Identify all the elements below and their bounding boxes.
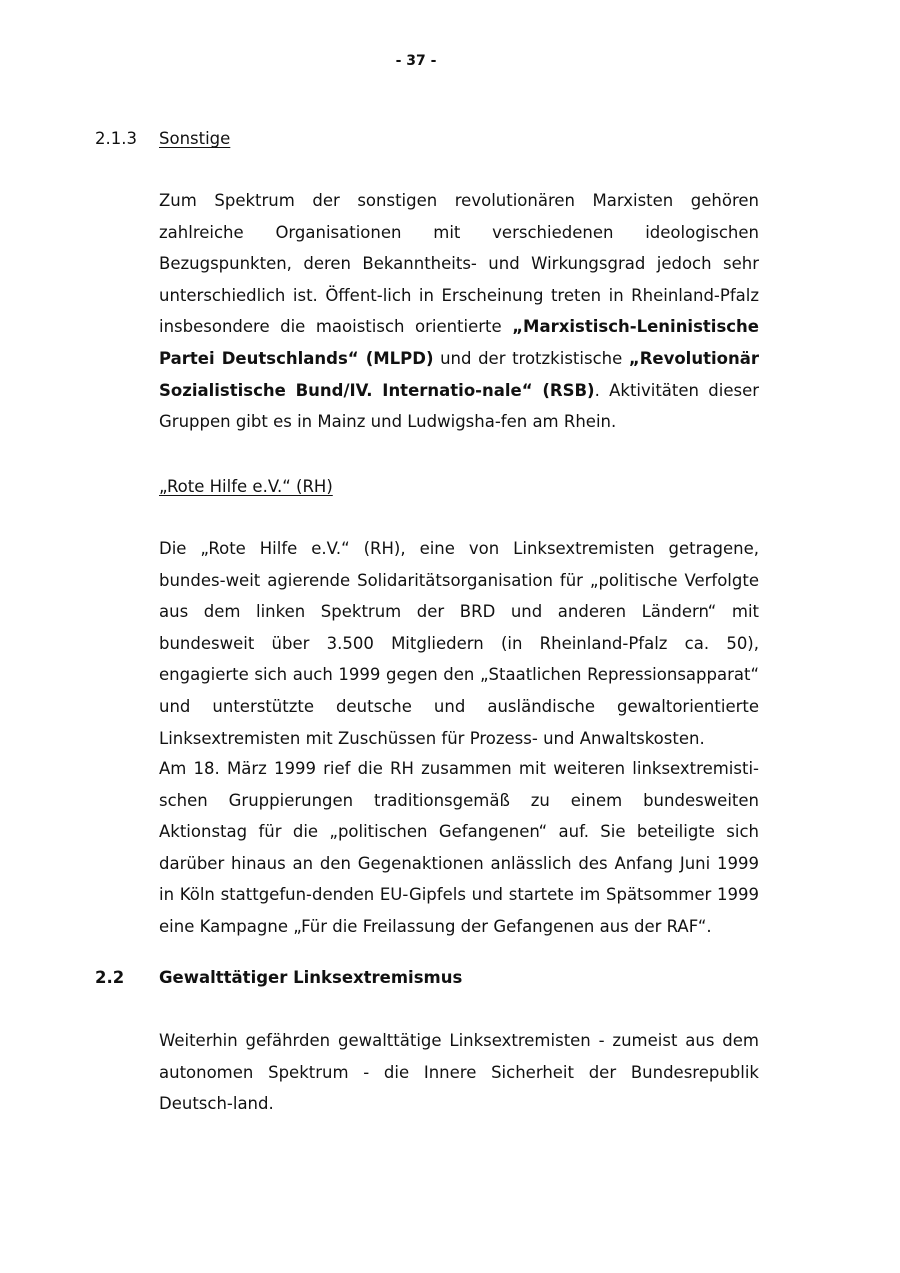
section-number: 2.2: [95, 968, 125, 987]
text-run: Zum Spektrum der sonstigen revolutionären Marxisten gehören zahlreiche Organisationen mit verschiedenen ideologischen Bezugspunkten, deren Bekanntheits- und Wirkungsgrad jedoch sehr unterschiedlich ist. Öffent-lich in Erscheinung treten in Rheinland-Pfalz insbesondere die maoistisch orientierte: [159, 191, 759, 337]
paragraph-gewalttaetig: Weiterhin gefährden gewalttätige Linksextremisten - zumeist aus dem autonomen Spektrum - die Innere Sicherheit der Bundesrepublik Deutsch-land.: [159, 1031, 759, 1114]
text-run: und der trotzkistische: [433, 348, 629, 368]
paragraph-rote-hilfe-2: Am 18. März 1999 rief die RH zusammen mit weiteren linksextremisti-schen Gruppierungen traditionsgemäß zu einem bundesweiten Aktionstag für die „politischen Gefangenen“ auf. Sie beteiligte sich darüber hinaus an den Gegenaktionen anlässlich des Anfang Juni 1999 in Köln stattgefun-denden EU-Gipfels und startete im Spätsommer 1999 eine Kampagne „Für die Freilassung der Gefangenen aus der RAF“.: [159, 759, 759, 936]
section-title: Sonstige: [159, 129, 231, 148]
paragraph-rote-hilfe-1: Die „Rote Hilfe e.V.“ (RH), eine von Linksextremisten getragene, bundes-weit agierende Solidaritätsorganisation für „politische Verfolgte aus dem linken Spektrum der BRD und anderen Ländern“ mit bundesweit über 3.500 Mitgliedern (in Rheinland-Pfalz ca. 50), engagierte sich auch 1999 gegen den „Staatlichen Repressionsapparat“ und unterstützte deutsche und ausländische gewaltorientierte Linksextremisten mit Zuschüssen für Prozess- und Anwaltskosten.: [159, 539, 759, 748]
subsection-title-rote-hilfe: „Rote Hilfe e.V.“ (RH): [159, 477, 333, 496]
paragraph-sonstige: [159, 185, 759, 438]
org-name-mlpd: „Marxistisch-Leninistische Partei Deutschlands“ (MLPD): [159, 317, 759, 368]
org-name-rsb: „Revolutionär Sozialistische Bund/IV. Internatio-nale“ (RSB): [159, 348, 759, 400]
section-heading-2-1-3: [95, 128, 230, 150]
text-run: . Aktivitäten dieser Gruppen gibt es in Mainz und Ludwigsha-fen am Rhein.: [159, 380, 759, 432]
section-title: Gewalttätiger Linksextremismus: [159, 968, 463, 987]
section-number: 2.1.3: [95, 129, 137, 148]
page-number: - 37 -: [395, 53, 437, 69]
section-heading-2-2: [95, 967, 462, 989]
